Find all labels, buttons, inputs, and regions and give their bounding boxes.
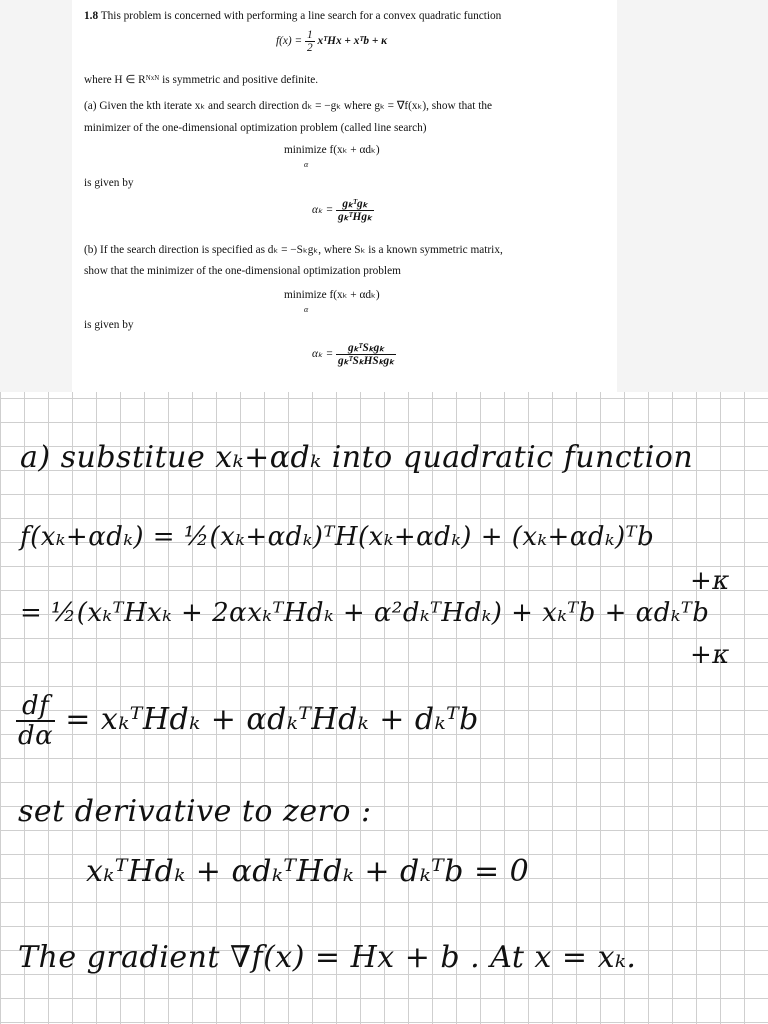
problem-header bbox=[84, 9, 501, 24]
hw-derivative-rhs: = xₖᵀHdₖ + αdₖᵀHdₖ + dₖᵀb bbox=[65, 702, 479, 737]
part-a-result-lhs: αₖ = bbox=[312, 204, 334, 217]
hw-derivative bbox=[16, 692, 479, 750]
part-b-given-by: is given by bbox=[84, 319, 134, 331]
part-b-line1: (b) If the search direction is specified as dₖ = −Sₖgₖ, where Sₖ is a known symmetric matrix, bbox=[84, 244, 503, 256]
equation-rhs: xᵀHx + xᵀb + κ bbox=[317, 35, 388, 48]
part-a-given-by: is given by bbox=[84, 177, 134, 189]
part-b-result-lhs: αₖ = bbox=[312, 348, 334, 361]
problem-intro: This problem is concerned with performing a line search for a convex quadratic function bbox=[100, 10, 502, 22]
problem-panel bbox=[0, 0, 768, 392]
hw-line-expanded: = ½(xₖᵀHxₖ + 2αxₖᵀHdₖ + α²dₖᵀHdₖ) + xₖᵀb + αdₖᵀb bbox=[20, 598, 710, 628]
equation-half: $\frac{1}{2}$ bbox=[306, 29, 313, 54]
part-a-minimize: minimize f(xₖ + αdₖ) bbox=[284, 144, 380, 156]
part-b-alpha-sub: α bbox=[304, 305, 309, 314]
hw-line-expansion: f(xₖ+αdₖ) = ½(xₖ+αdₖ)ᵀH(xₖ+αdₖ) + (xₖ+αdₖ)ᵀb bbox=[20, 522, 655, 552]
part-b-line2: show that the minimizer of the one-dimensional optimization problem bbox=[84, 265, 401, 277]
hw-line-gradient: The gradient ∇f(x) = Hx + b . At x = xₖ. bbox=[18, 940, 637, 975]
part-a-result-fraction: $\frac{\text{gₖᵀgₖ}}{\text{gₖᵀHgₖ}}$ bbox=[338, 198, 372, 223]
part-a-alpha-sub: α bbox=[304, 160, 309, 169]
part-a-result bbox=[312, 198, 374, 223]
hw-line-expanded-kappa: +κ bbox=[690, 640, 730, 670]
hw-line-substitute: a) substitue xₖ+αdₖ into quadratic function bbox=[20, 440, 694, 475]
part-a-line2: minimizer of the one-dimensional optimization problem (called line search) bbox=[84, 122, 427, 134]
equation-lhs: f(x) = bbox=[276, 35, 303, 48]
hw-derivative-fraction: $\frac{df}{d\alpha}$ bbox=[18, 691, 54, 751]
part-b-result bbox=[312, 342, 396, 367]
part-b-result-fraction: $\frac{\text{gₖᵀSₖgₖ}}{\text{gₖᵀSₖHSₖgₖ}}$ bbox=[338, 342, 394, 367]
hw-line-set-zero: set derivative to zero : bbox=[18, 794, 372, 829]
where-line: where H ∈ Rᴺˣᴺ is symmetric and positive definite. bbox=[84, 74, 319, 86]
hw-line-expansion-kappa: +κ bbox=[690, 566, 730, 596]
part-b-minimize: minimize f(xₖ + αdₖ) bbox=[284, 289, 380, 301]
part-a-line1: (a) Given the kth iterate xₖ and search direction dₖ = −gₖ where gₖ = ∇f(xₖ), show that the bbox=[84, 100, 493, 112]
problem-number: 1.8 bbox=[84, 10, 99, 22]
problem-page bbox=[72, 0, 617, 392]
hw-line-zero-equation: xₖᵀHdₖ + αdₖᵀHdₖ + dₖᵀb = 0 bbox=[86, 854, 530, 889]
quadratic-equation bbox=[276, 29, 387, 54]
handwritten-notes bbox=[0, 392, 768, 1024]
